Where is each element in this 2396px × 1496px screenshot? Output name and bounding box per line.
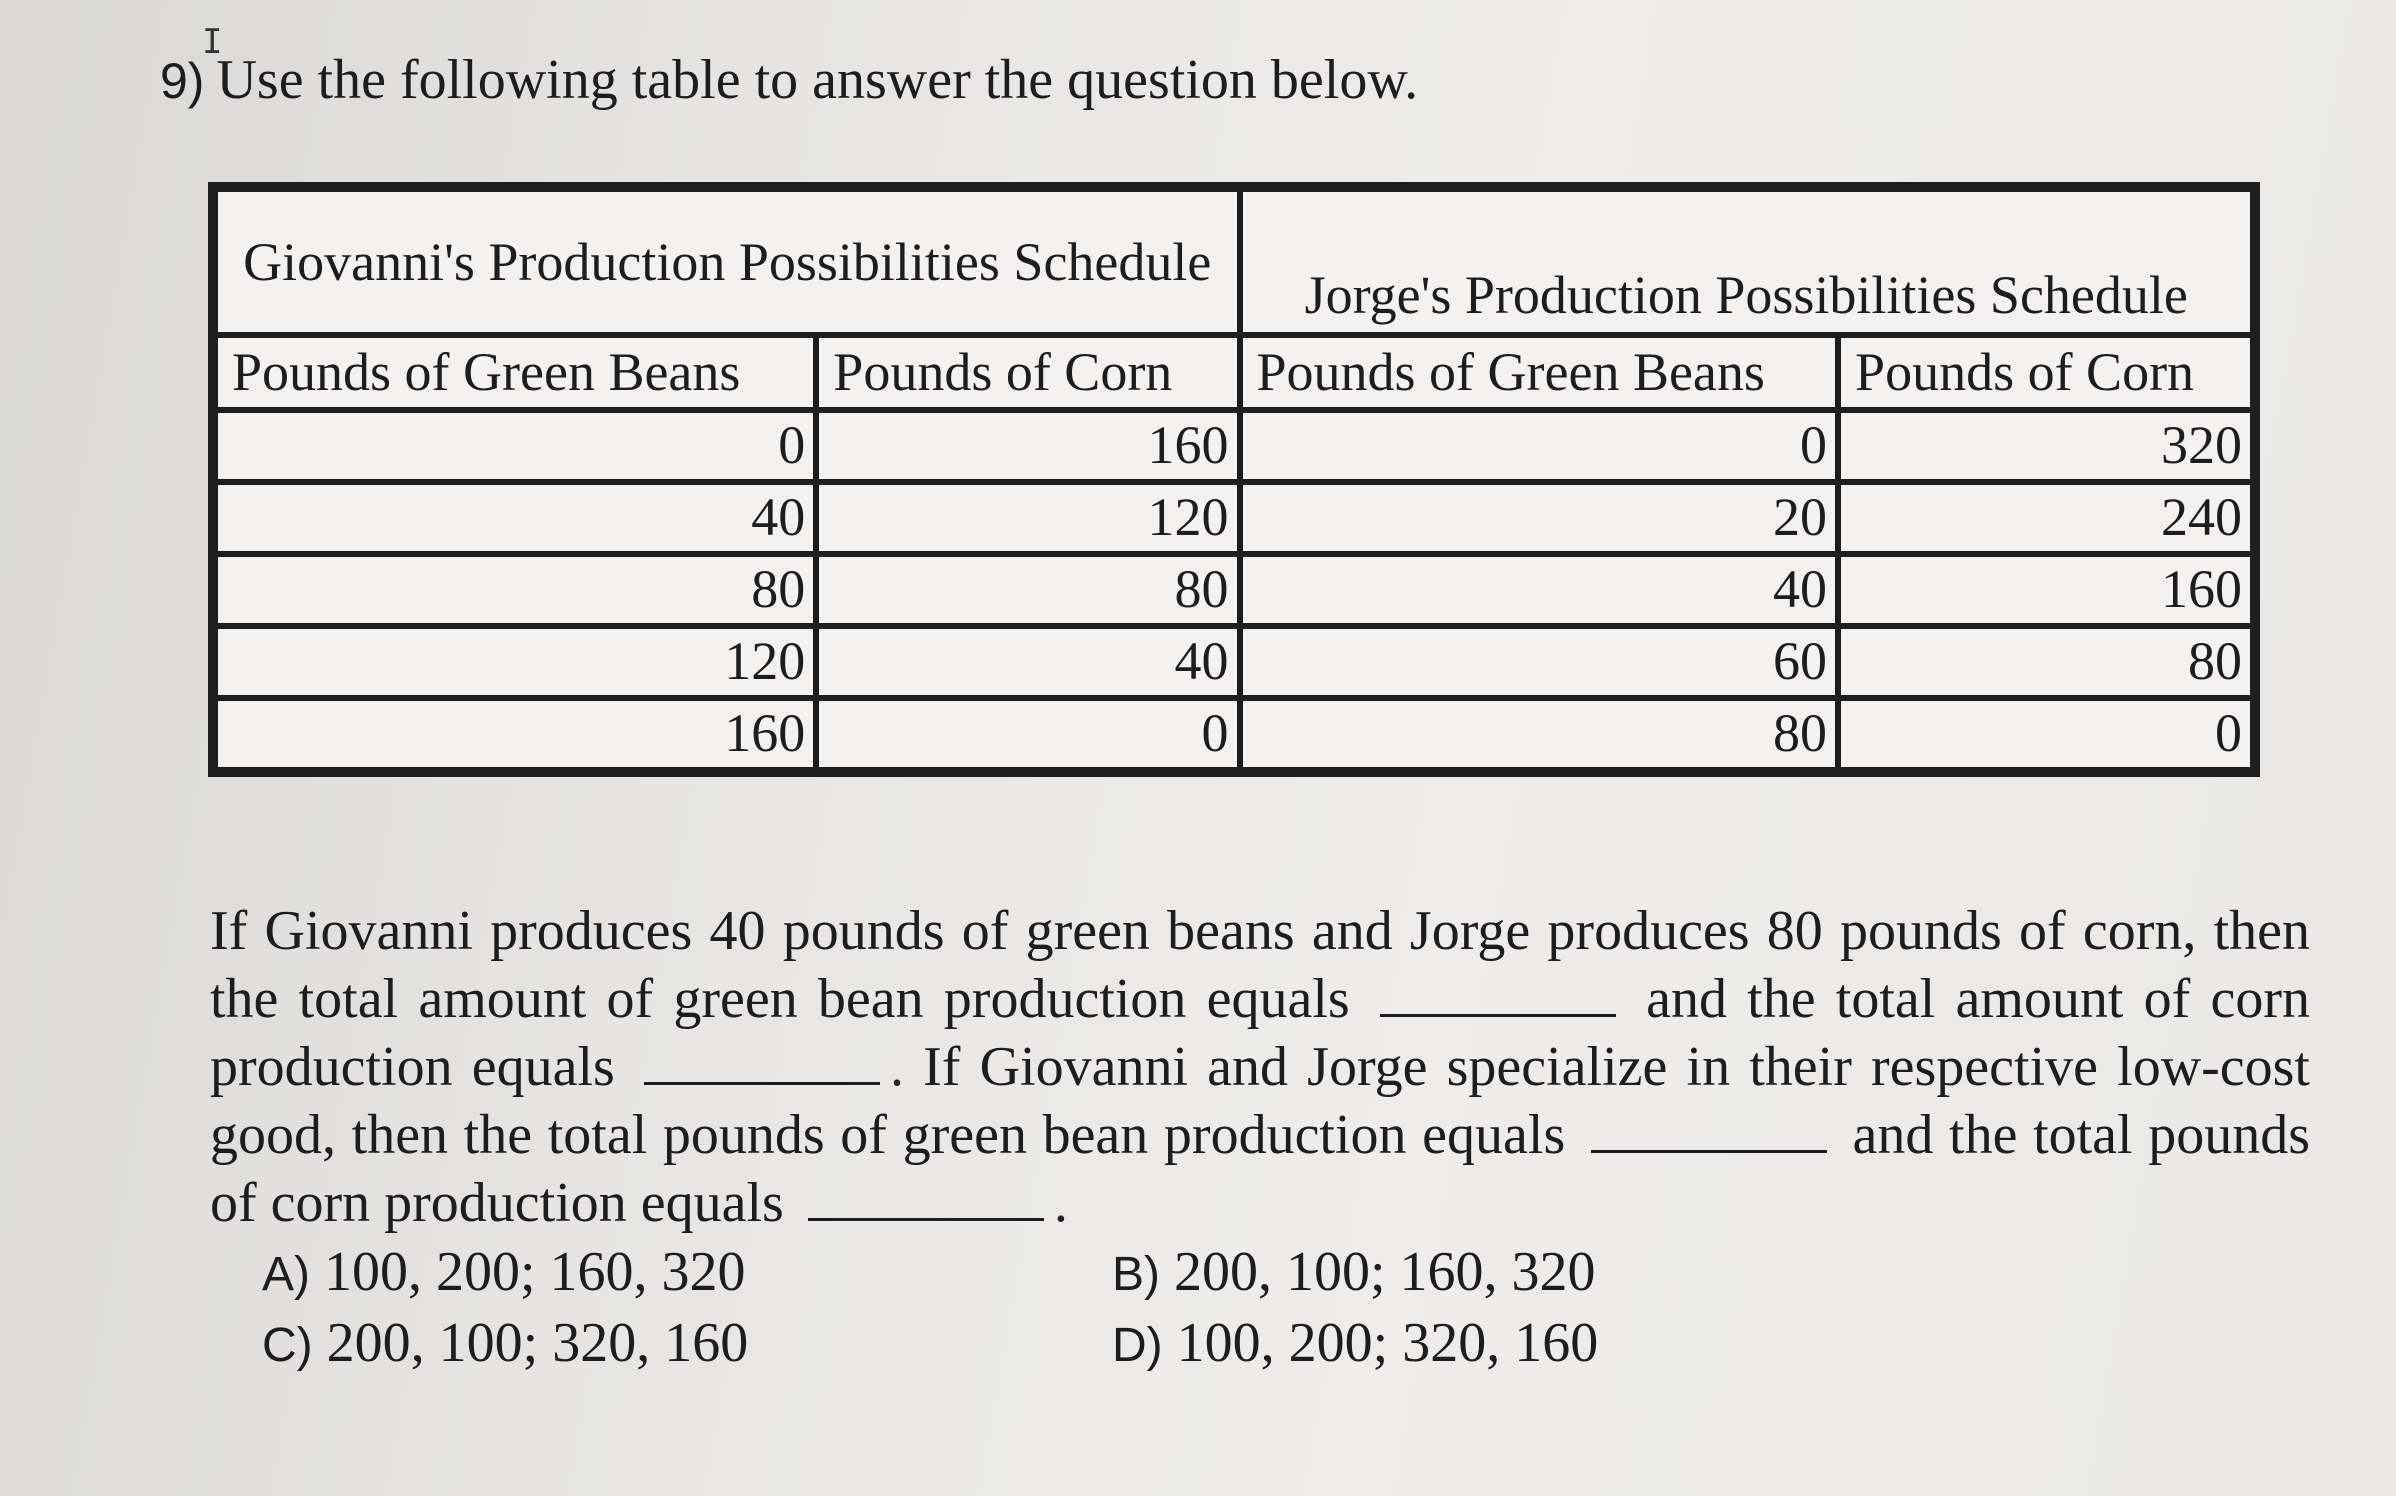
production-possibilities-table <box>208 182 2260 777</box>
cell-jorge-corn: 80 <box>1838 626 2255 698</box>
cell-giovanni-green-beans: 80 <box>213 554 816 626</box>
question-text-part-4: and the total pounds of corn production equals <box>210 1104 2311 1234</box>
column-header-giovanni-green-beans: Pounds of Green Beans <box>213 335 816 410</box>
table-column-header-row <box>213 335 2255 410</box>
column-header-jorge-green-beans: Pounds of Green Beans <box>1240 335 1839 410</box>
text-cursor-icon: I <box>202 22 223 62</box>
cell-jorge-green-beans: 0 <box>1240 410 1839 482</box>
option-text: 100, 200; 160, 320 <box>324 1241 746 1303</box>
question-prompt: Use the following table to answer the question below. <box>216 49 1419 111</box>
answer-blank-4 <box>808 1168 1044 1221</box>
cell-jorge-corn: 320 <box>1838 410 2255 482</box>
options-row <box>262 1238 1962 1309</box>
option-text: 200, 100; 320, 160 <box>326 1312 749 1374</box>
cell-giovanni-corn: 80 <box>816 554 1239 626</box>
question-text-part-5: . <box>1053 1172 1068 1234</box>
option-a[interactable] <box>262 1238 1112 1309</box>
answer-blank-3 <box>1591 1100 1827 1153</box>
table-row <box>213 554 2255 626</box>
cell-giovanni-green-beans: 0 <box>213 410 816 482</box>
cell-giovanni-green-beans: 160 <box>213 698 816 772</box>
table-row <box>213 482 2255 554</box>
cell-jorge-green-beans: 60 <box>1240 626 1839 698</box>
option-letter: B) <box>1112 1248 1160 1301</box>
cell-giovanni-green-beans: 120 <box>213 626 816 698</box>
table-group-header-row <box>213 187 2255 335</box>
cell-giovanni-green-beans: 40 <box>213 482 816 554</box>
table-row <box>213 698 2255 772</box>
production-table-container <box>208 182 2260 777</box>
cell-jorge-green-beans: 40 <box>1240 554 1839 626</box>
cell-giovanni-corn: 0 <box>816 698 1239 772</box>
option-d[interactable] <box>1112 1309 1962 1380</box>
cell-giovanni-corn: 160 <box>816 410 1239 482</box>
option-letter: D) <box>1112 1319 1163 1372</box>
question-text-part-3: . If Giovanni and Jorge specialize in their respective low-cost good, then the total pounds of green bean production equals <box>210 1036 2310 1166</box>
cell-jorge-green-beans: 80 <box>1240 698 1839 772</box>
question-text-part-1: If Giovanni produces 40 pounds of green beans and Jorge produces 80 pounds of corn, then the total amount of green bean production equals <box>210 900 2310 1030</box>
cell-jorge-green-beans: 20 <box>1240 482 1839 554</box>
cell-giovanni-corn: 40 <box>816 626 1239 698</box>
answer-blank-2 <box>644 1032 880 1085</box>
options-row <box>262 1309 1962 1380</box>
question-text-part-2: and the total amount of corn production equals <box>210 968 2310 1098</box>
option-text: 200, 100; 160, 320 <box>1174 1241 1596 1303</box>
cell-jorge-corn: 160 <box>1838 554 2255 626</box>
cell-jorge-corn: 0 <box>1838 698 2255 772</box>
table-row <box>213 626 2255 698</box>
option-b[interactable] <box>1112 1238 1962 1309</box>
question-header <box>160 48 1418 112</box>
answer-options <box>262 1238 1962 1380</box>
option-letter: C) <box>262 1319 313 1372</box>
cell-giovanni-corn: 120 <box>816 482 1239 554</box>
giovanni-schedule-header: Giovanni's Production Possibilities Schedule <box>213 187 1240 335</box>
cell-jorge-corn: 240 <box>1838 482 2255 554</box>
option-c[interactable] <box>262 1309 1112 1380</box>
column-header-giovanni-corn: Pounds of Corn <box>816 335 1239 410</box>
option-text: 100, 200; 320, 160 <box>1176 1312 1599 1374</box>
option-letter: A) <box>262 1248 310 1301</box>
question-number: 9) <box>160 53 205 109</box>
table-row <box>213 410 2255 482</box>
question-body <box>210 898 2310 1236</box>
answer-blank-1 <box>1380 964 1616 1017</box>
jorge-schedule-header: Jorge's Production Possibilities Schedule <box>1240 187 2256 335</box>
column-header-jorge-corn: Pounds of Corn <box>1838 335 2255 410</box>
